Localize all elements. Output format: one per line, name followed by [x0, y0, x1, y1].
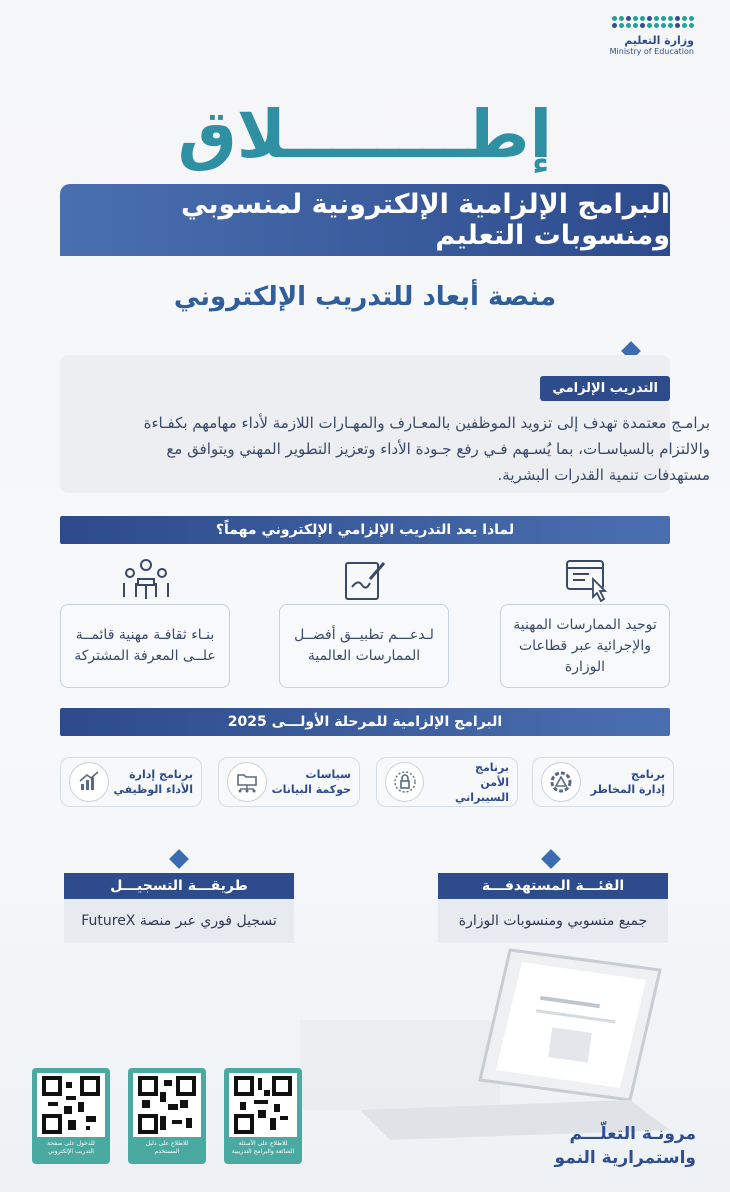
cyber-lock-icon: [385, 762, 424, 802]
qr-caption: للاطلاع على دليل المستخدم: [145, 1140, 189, 1155]
program-label: برنامج إدارة المخاطر: [590, 768, 665, 796]
why-section-title: لماذا يعد التدريب الإلزامي الإلكتروني مهماً؟: [60, 516, 670, 544]
laptop-illustration: [300, 940, 680, 1140]
mandatory-training-text: برامـج معتمدة تهدف إلى تزويد الموظفين بالمعـارف والمهـارات اللازمة لأداء مهامهم بكفـاءة والالتزام بالسياسـات، بما يُسـهم فـي رفع جـودة الأداء وتعزيز التطوير المهني ويتوافق مع مستهدفات تنمية القدرات البشرية.: [143, 414, 710, 484]
logo-dots-icon: [604, 16, 694, 28]
risk-gear-icon: [541, 762, 581, 802]
program-risk-management: [532, 757, 674, 807]
registration-value: تسجيل فوري عبر منصة FutureX: [64, 899, 294, 943]
logo-arabic-text: وزارة التعليم: [624, 34, 694, 47]
qr-code-icon: [133, 1073, 201, 1137]
program-performance-management: [60, 757, 202, 807]
browser-click-icon: [557, 556, 613, 604]
qr-user-guide[interactable]: [128, 1068, 206, 1164]
why-item-text: بنـاء ثقافـة مهنية قائمــة علــى المعرفة المشتركة: [74, 627, 216, 664]
registration-label: طريقـــة التسجيـــل: [64, 873, 294, 899]
why-item-unify: [500, 604, 670, 688]
diamond-icon: [169, 849, 189, 869]
program-data-governance: [218, 757, 360, 807]
program-label: سياسات حوكمة البيانات: [271, 768, 351, 796]
team-meeting-icon: [118, 556, 174, 604]
data-folder-icon: [227, 762, 267, 802]
tagline-line2: واستمرارية النمو: [554, 1148, 696, 1168]
qr-caption: للدخول على صفحة التدريب الإلكتروني: [47, 1140, 95, 1155]
why-item-support: [279, 604, 449, 688]
program-cybersecurity: [376, 757, 518, 807]
qr-caption: للاطلاع على الأسئلة الشائعة والبرامج التدريبية: [231, 1140, 295, 1155]
tagline-line1: مرونـة التعلّـــم: [569, 1124, 696, 1144]
platform-subtitle: منصة أبعاد للتدريب الإلكتروني: [173, 282, 557, 312]
why-item-text: لـدعـــم تطبيــق أفضــل الممارسات العالمية: [294, 627, 434, 664]
diamond-icon: [541, 849, 561, 869]
why-item-culture: [60, 604, 230, 688]
program-label: برنامج إدارة الأداء الوظيفي: [113, 768, 193, 796]
logo-english-text: Ministry of Education: [609, 47, 694, 56]
why-item-text: توحيد الممارسات المهنية والإجرائية عبر قطاعات الوزارة: [513, 616, 657, 675]
ministry-logo: [604, 16, 694, 56]
title-banner-text: البرامج الإلزامية الإلكترونية لمنسوبي ومنسوبات التعليم: [181, 189, 670, 251]
program-label: برنامج الأمن السيبراني: [455, 760, 509, 804]
headline: إطــــــــلاق: [177, 96, 553, 173]
mandatory-training-label: التدريب الإلزامي: [540, 376, 670, 401]
qr-code-icon: [229, 1073, 297, 1137]
target-group-label: الفئـــة المستهدفـــة: [438, 873, 668, 899]
qr-faq[interactable]: [224, 1068, 302, 1164]
programs-section-title: البرامج الإلزامية للمرحلة الأولـــى 2025: [60, 708, 670, 736]
title-banner: [60, 184, 670, 256]
qr-training-page[interactable]: [32, 1068, 110, 1164]
qr-code-icon: [37, 1073, 105, 1137]
tagline: [555, 1122, 696, 1170]
document-pen-icon: [336, 556, 392, 604]
target-group-value: جميع منسوبي ومنسوبات الوزارة: [438, 899, 668, 943]
performance-chart-icon: [69, 762, 109, 802]
